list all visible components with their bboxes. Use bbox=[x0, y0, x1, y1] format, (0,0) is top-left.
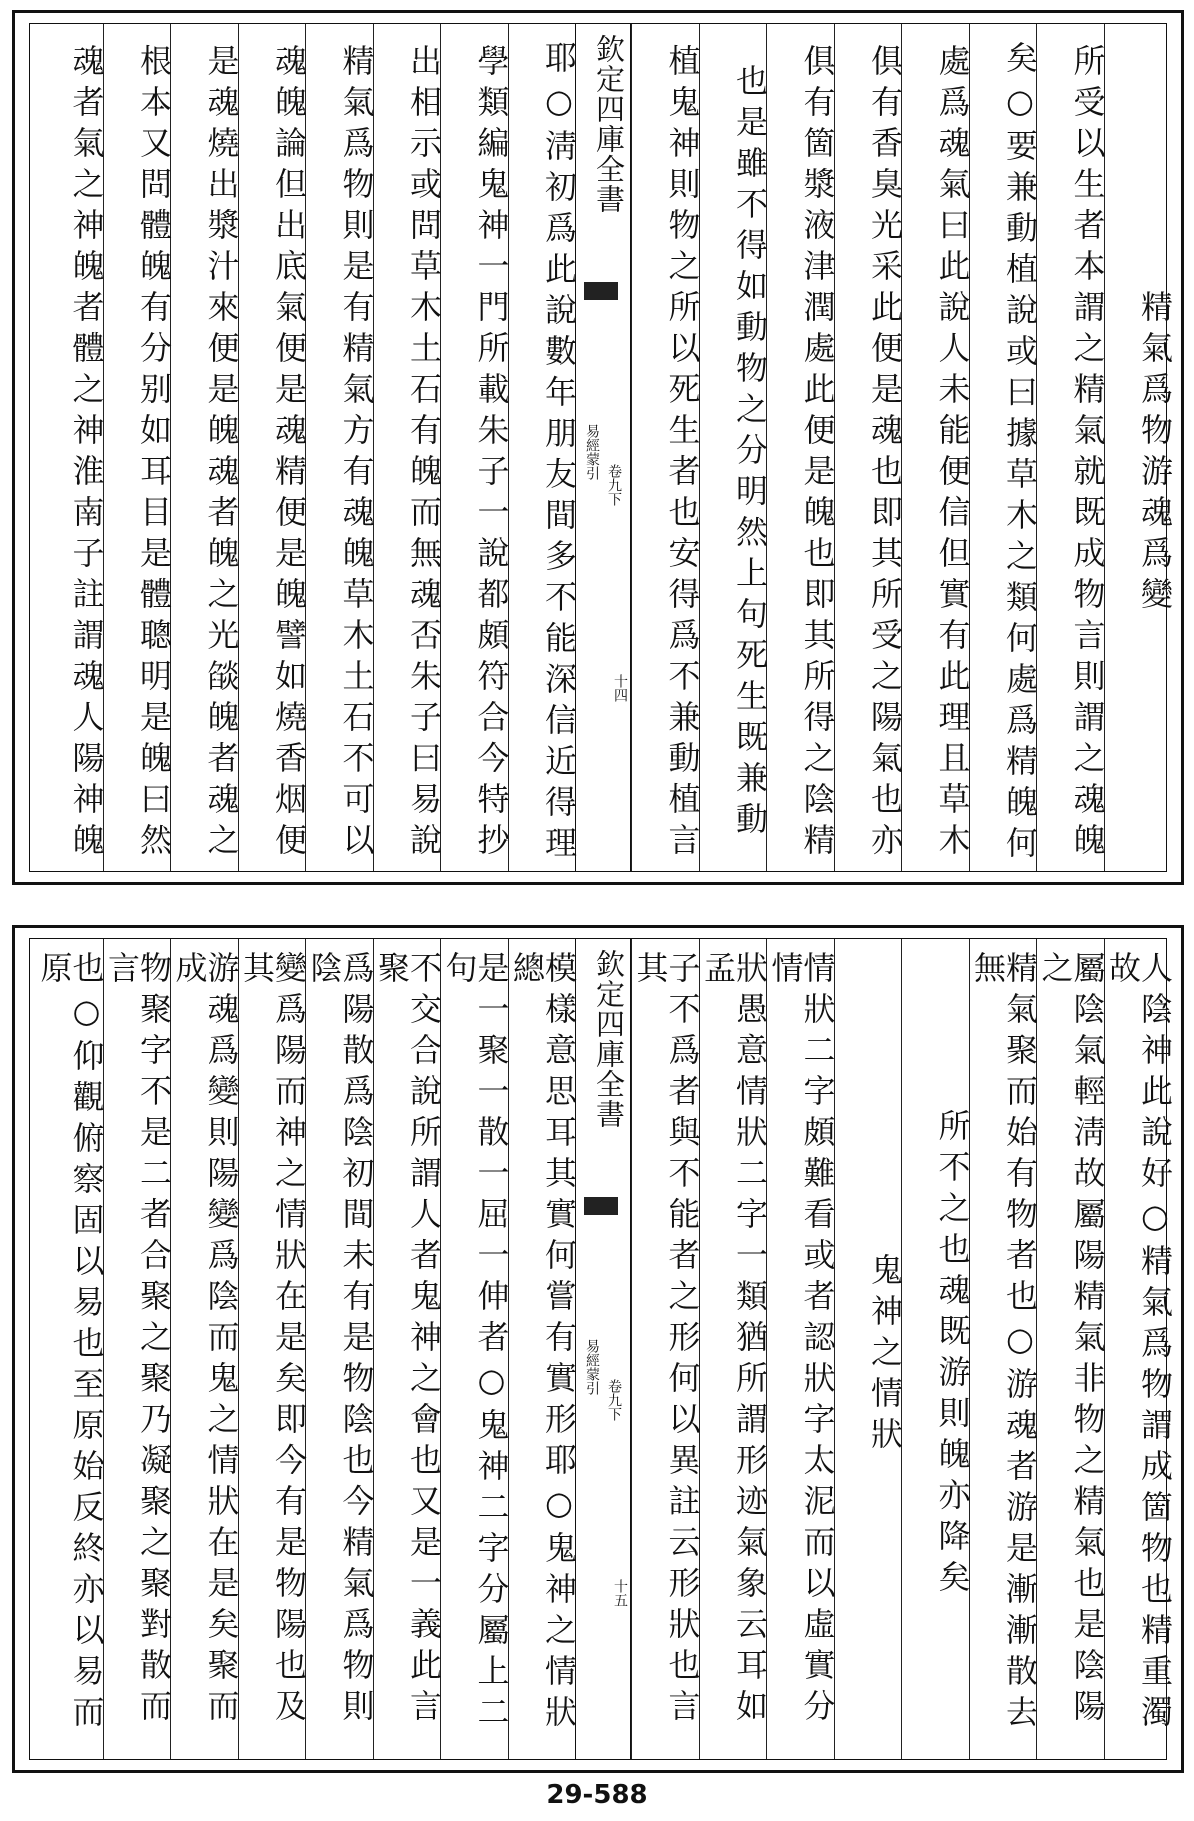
book-name: 易經蒙引 bbox=[584, 1339, 600, 1395]
text-column: 矣○要兼動植說或曰據草木之類何處爲精魄何 bbox=[969, 24, 1037, 871]
text-column: 精氣聚而始有物者也○游魂者游是漸漸散去無 bbox=[969, 939, 1037, 1759]
text-column: 根本又問體魄有分别如耳目是體聰明是魄曰然 bbox=[103, 24, 171, 871]
text-column: 爲陽散爲陰初間未有是物陰也今精氣爲物則陰 bbox=[305, 939, 373, 1759]
text-column: 狀愚意情狀二字一類猶所謂形迹氣象云耳如孟 bbox=[699, 939, 767, 1759]
series-title: 欽定四庫全書 bbox=[592, 34, 626, 214]
top-panel bbox=[12, 10, 1184, 885]
volume-label: 卷九下 bbox=[606, 464, 622, 506]
center-gutter bbox=[575, 939, 631, 1759]
text-column: 也○仰觀俯察固以易也至原始反終亦以易而原 bbox=[35, 951, 106, 1736]
text-column: 所不之也魂既游則魄亦降矣 bbox=[901, 939, 969, 1759]
series-title: 欽定四庫全書 bbox=[592, 949, 626, 1129]
fishtail-mark bbox=[584, 1197, 618, 1215]
text-column: 出相示或問草木土石有魄而無魂否朱子曰易說 bbox=[373, 24, 441, 871]
text-column: 子不爲者與不能者之形何以異註云形狀也言其 bbox=[631, 939, 699, 1759]
leaf-number: 十五 bbox=[612, 1579, 628, 1607]
text-column: 是魂燒出漿汁來便是魄魂者魄之光燄魄者魂之 bbox=[170, 24, 238, 871]
text-column: 人陰神此說好○精氣爲物謂成箇物也精重濁故 bbox=[1104, 939, 1172, 1759]
text-column: 植鬼神則物之所以死生者也安得爲不兼動植言 bbox=[631, 24, 699, 871]
text-column: 魂魄論但出底氣便是魂精便是魄譬如燒香烟便 bbox=[238, 24, 306, 871]
text-column: 游魂爲變則陽變爲陰而鬼之情狀在是矣聚而成 bbox=[170, 939, 238, 1759]
text-column: 不交合說所謂人者鬼神之會也又是一義此言聚 bbox=[373, 939, 441, 1759]
fishtail-mark bbox=[584, 282, 618, 300]
page-number-footer: 29-588 bbox=[546, 1780, 648, 1810]
text-column: 魂者氣之神魄者體之神淮南子註謂魂人陽神魄 bbox=[67, 43, 106, 864]
text-column: 屬陰氣輕淸故屬陽精氣非物之精氣也是陰陽之 bbox=[1036, 939, 1104, 1759]
leaf-number: 十四 bbox=[612, 674, 628, 702]
text-column: 耶○淸初爲此說數年朋友間多不能深信近得理 bbox=[508, 24, 576, 871]
text-column: 所受以生者本謂之精氣就既成物言則謂之魂魄 bbox=[1036, 24, 1104, 871]
text-column: 學類編鬼神一門所載朱子一說都頗符合今特抄 bbox=[440, 24, 508, 871]
text-column: 是一聚一散一屈一伸者○鬼神二字分屬上二句 bbox=[440, 939, 508, 1759]
bottom-panel bbox=[12, 925, 1184, 1773]
text-column: 變爲陽而神之情狀在是矣即今有是物陽也及其 bbox=[238, 939, 306, 1759]
text-column: 俱有箇漿液津潤處此便是魄也即其所得之陰精 bbox=[766, 24, 834, 871]
text-column: 物聚字不是二者合聚之聚乃凝聚之聚對散而言 bbox=[103, 939, 171, 1759]
center-gutter bbox=[575, 24, 631, 871]
text-column: 情狀二字頗難看或者認狀字太泥而以虛實分情 bbox=[766, 939, 834, 1759]
text-column: 精氣爲物則是有精氣方有魂魄草木土石不可以 bbox=[305, 24, 373, 871]
top-frame bbox=[29, 23, 1174, 872]
text-column: 俱有香臭光采此便是魂也即其所受之陽氣也亦 bbox=[834, 24, 902, 871]
bottom-frame bbox=[29, 938, 1174, 1760]
text-column: 鬼神之情狀 bbox=[834, 939, 902, 1759]
text-column: 模樣意思耳其實何嘗有實形耶○鬼神之情狀總 bbox=[508, 939, 576, 1759]
text-column: 處爲魂氣曰此說人未能便信但實有此理且草木 bbox=[901, 24, 969, 871]
text-column: 也是雖不得如動物之分明然上句死生既兼動 bbox=[699, 24, 767, 871]
volume-label: 卷九下 bbox=[606, 1379, 622, 1421]
text-column: 精氣爲物游魂爲變 bbox=[1104, 24, 1172, 871]
book-name: 易經蒙引 bbox=[584, 424, 600, 480]
